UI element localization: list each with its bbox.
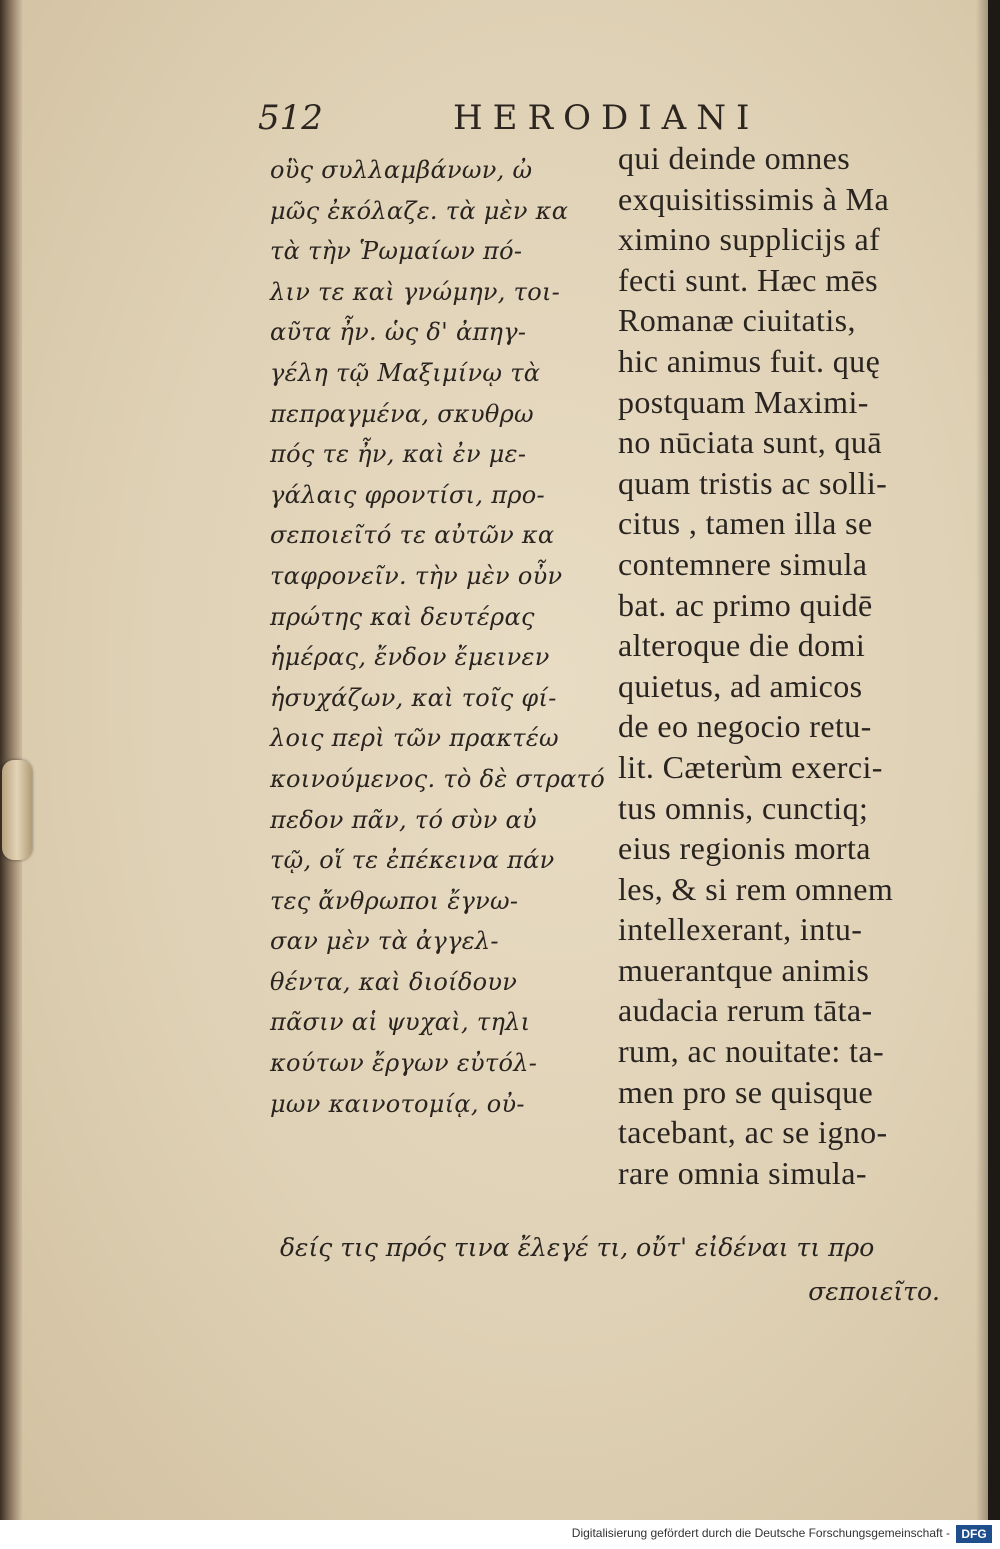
greek-text-line: θέντα, καὶ διοίδουν [270,967,518,996]
greek-text-line: γέλη τῷ Μαξιμίνῳ τὰ [270,358,541,387]
greek-text-line: ἡμέρας, ἔνδον ἔμεινεν [270,643,550,672]
latin-text-line: muerantque animis [618,951,870,988]
latin-text-line: quietus, ad amicos [618,667,863,704]
latin-text-line: rare omnia simula- [618,1154,867,1191]
greek-text-line: κοινούμενος. τὸ δὲ στρατό [270,764,605,793]
greek-text-line: ταφρονεῖν. τὴν μὲν οὖν [270,561,563,590]
greek-text-line: τες ἄνθρωποι ἔγνω- [270,886,519,915]
greek-text-line: λιν τε καὶ γνώμην, τοι- [270,277,561,306]
latin-text-line: les, & si rem omnem [618,870,894,907]
latin-text-line: postquam Maximi- [618,383,869,420]
page-number: 512 [258,98,323,138]
latin-text-line: quam tristis ac solli- [618,464,888,501]
latin-text-line: bat. ac primo quidē [618,586,873,623]
greek-text-line: πεδον πᾶν, τό σὺν αὐ [270,805,537,834]
funding-credit: Digitalisierung gefördert durch die Deutsche Forschungsgemeinschaft - [571,1526,950,1540]
greek-text-line: αῦτα ἦν. ὡς δ' ἀπηγ- [270,318,527,347]
latin-text-line: audacia rerum tāta- [618,992,873,1029]
latin-text-line: Romanæ ciuitatis, [618,302,856,339]
latin-text-line: intellexerant, intu- [618,911,863,948]
greek-text-line: γάλαις φροντίσι, προ- [270,480,545,509]
latin-text-line: lit. Cæterùm exerci- [618,748,883,785]
latin-text-line: alteroque die domi [618,627,866,664]
latin-text-line: rum, ac nouitate: ta- [618,1033,885,1070]
greek-text-line: μῶς ἐκόλαζε. τὰ μὲν κα [270,196,569,225]
latin-text-line: tus omnis, cunctiq; [618,789,869,826]
greek-full-width-lines [280,1226,960,1314]
latin-text-line: exquisitissimis à Ma [618,180,890,217]
latin-text-line: hic animus fuit. quę [618,342,881,379]
greek-text-column [270,150,610,1124]
greek-text-line: ἡσυχάζων, καὶ τοῖς φί- [270,683,557,712]
latin-text-line: contemnere simula [618,545,868,582]
footer-bar [0,1520,1000,1549]
dfg-logo: DFG [956,1525,992,1543]
greek-text-line: σαν μὲν τὰ ἀγγελ- [270,927,499,956]
greek-text-line: τῷ, οἵ τε ἐπέκεινα πάν [270,846,555,875]
latin-text-column [618,138,948,1193]
greek-text-line: πᾶσιν αἱ ψυχαὶ, τηλι [270,1008,531,1037]
greek-text-line: πός τε ἦν, καὶ ἐν με- [270,440,527,469]
latin-text-line: eius regionis morta [618,830,871,867]
binding-band [988,0,1000,1520]
greek-text-line: κούτων ἔργων εὐτόλ- [270,1049,538,1078]
latin-text-line: citus , tamen illa se [618,505,873,542]
book-clasp [2,760,32,860]
latin-text-line: tacebant, ac se igno- [618,1114,888,1151]
latin-text-line: ximino supplicijs af [618,221,881,258]
greek-text-line: μων καινοτομίᾳ, οὐ- [270,1089,525,1118]
latin-text-line: qui deinde omnes [618,140,851,176]
latin-text-line: no nūciata sunt, quā [618,424,882,461]
greek-text-line: δείς τις πρός τινα ἔλεγέ τι, οὔτ' εἰδέναι τι προ [280,1233,875,1262]
greek-text-line: σεποιεῖτο. [808,1277,940,1306]
greek-text-line: σεποιεῖτό τε αὐτῶν κα [270,521,555,550]
greek-text-line: λοις περὶ τῶν πρακτέω [270,724,559,753]
running-title: HERODIANI [453,98,760,138]
latin-text-line: men pro se quisque [618,1073,874,1110]
latin-text-line: de eo negocio retu- [618,708,872,745]
greek-text-line: πρώτης καὶ δευτέρας [270,602,535,631]
greek-text-line: τὰ τὴν Ῥωμαίων πό- [270,237,523,266]
greek-text-line: πεπραγμένα, σκυθρω [270,399,534,428]
latin-text-line: fecti sunt. Hæc mēs [618,261,878,298]
greek-text-line: οὓς συλλαμβάνων, ὠ [270,156,533,184]
